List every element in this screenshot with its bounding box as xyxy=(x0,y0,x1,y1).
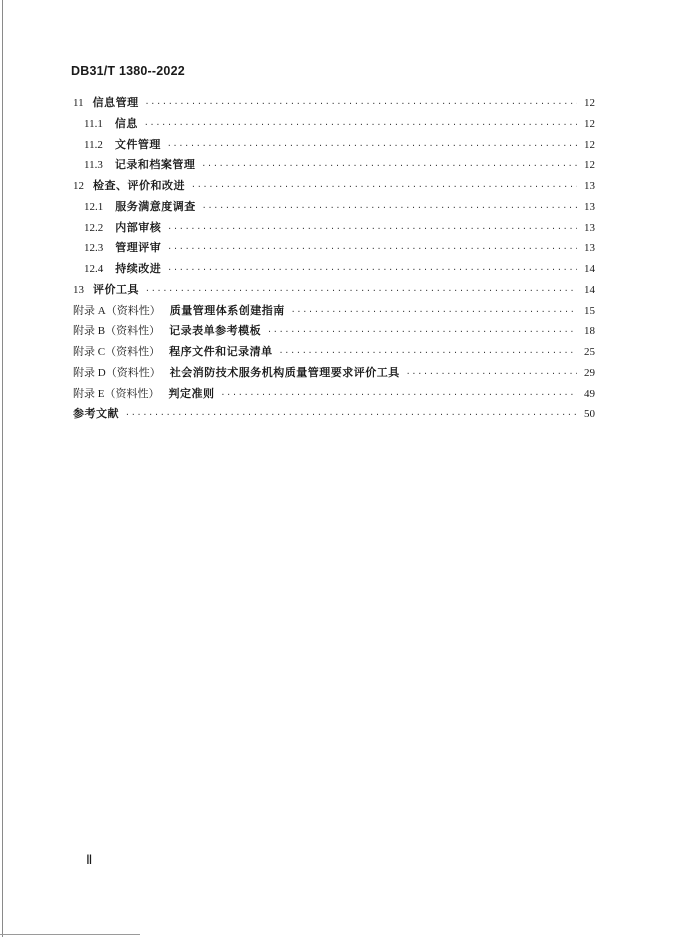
table-of-contents xyxy=(73,93,595,425)
toc-entry-page: 29 xyxy=(584,366,595,379)
toc-entry-title: 判定准则 xyxy=(168,386,215,400)
toc-dot-leader xyxy=(125,405,577,426)
toc-dot-leader xyxy=(144,115,577,136)
toc-entry[interactable] xyxy=(73,238,595,259)
toc-dot-leader xyxy=(167,260,577,281)
toc-entry-page: 50 xyxy=(584,408,595,421)
toc-entry[interactable] xyxy=(73,280,595,301)
scan-left-edge xyxy=(2,0,3,937)
toc-entry-title: 服务满意度调查 xyxy=(115,199,196,213)
toc-entry-number: 11.3 xyxy=(84,159,103,172)
toc-entry[interactable] xyxy=(73,155,595,176)
toc-entry-page: 13 xyxy=(584,221,595,234)
toc-entry[interactable] xyxy=(73,197,595,218)
toc-entry-page: 13 xyxy=(584,180,595,192)
toc-entry-number: 附录 C（资料性） xyxy=(73,346,161,358)
toc-entry-title: 管理评审 xyxy=(115,241,162,255)
toc-entry-page: 12 xyxy=(584,97,595,109)
toc-dot-leader xyxy=(191,177,577,198)
toc-entry-page: 12 xyxy=(584,138,595,151)
toc-entry-page: 13 xyxy=(584,200,595,213)
toc-entry[interactable] xyxy=(73,93,595,114)
toc-entry-number: 12.3 xyxy=(84,242,104,255)
toc-entry-number: 12.4 xyxy=(84,263,104,275)
toc-dot-leader xyxy=(145,94,577,115)
toc-entry-page: 12 xyxy=(584,117,595,130)
toc-entry-title: 社会消防技术服务机构质量管理要求评价工具 xyxy=(169,365,400,379)
toc-entry-page: 12 xyxy=(584,159,595,172)
toc-entry-page: 14 xyxy=(584,263,595,275)
toc-entry-title: 信息 xyxy=(114,116,138,130)
toc-dot-leader xyxy=(201,156,577,177)
toc-entry-title: 内部审核 xyxy=(115,220,162,234)
document-code: DB31/T 1380--2022 xyxy=(71,64,185,78)
toc-entry[interactable] xyxy=(73,404,595,425)
toc-entry-page: 25 xyxy=(584,346,595,358)
toc-entry-title: 持续改进 xyxy=(115,262,162,275)
toc-entry-number: 附录 E（资料性） xyxy=(73,387,160,400)
toc-entry-number: 附录 D（资料性） xyxy=(73,366,161,379)
toc-entry-title: 记录和档案管理 xyxy=(114,158,196,172)
toc-entry[interactable] xyxy=(73,321,595,342)
toc-entry-title: 记录表单参考模板 xyxy=(169,324,262,338)
toc-entry-page: 14 xyxy=(584,283,595,296)
toc-entry-number: 11.2 xyxy=(84,138,103,151)
toc-dot-leader xyxy=(279,343,577,364)
toc-entry-page: 13 xyxy=(584,242,595,255)
toc-entry-number: 12.1 xyxy=(84,200,104,213)
toc-dot-leader xyxy=(167,239,577,260)
toc-entry[interactable] xyxy=(73,135,595,156)
toc-dot-leader xyxy=(202,198,577,219)
toc-entry-title: 程序文件和记录清单 xyxy=(169,345,273,358)
toc-dot-leader xyxy=(406,364,577,385)
toc-entry[interactable] xyxy=(73,363,595,384)
toc-dot-leader xyxy=(291,302,577,323)
toc-entry-title: 文件管理 xyxy=(114,137,161,151)
toc-entry-page: 49 xyxy=(584,387,595,400)
toc-entry-number: 11.1 xyxy=(84,117,103,130)
toc-entry-title: 评价工具 xyxy=(93,282,139,296)
toc-entry[interactable] xyxy=(73,218,595,239)
toc-entry-title: 质量管理体系创建指南 xyxy=(169,303,285,317)
toc-entry-title: 检查、评价和改进 xyxy=(93,179,185,192)
toc-entry[interactable] xyxy=(73,301,595,322)
toc-entry[interactable] xyxy=(73,259,595,280)
page-number: Ⅱ xyxy=(86,852,93,867)
toc-entry[interactable] xyxy=(73,384,595,405)
toc-dot-leader xyxy=(267,322,577,343)
scan-bottom-edge xyxy=(0,934,140,935)
toc-dot-leader xyxy=(167,219,577,240)
toc-entry[interactable] xyxy=(73,176,595,197)
toc-entry[interactable] xyxy=(73,114,595,135)
toc-entry-number: 12.2 xyxy=(84,221,104,234)
toc-entry-number: 附录 B（资料性） xyxy=(73,325,161,338)
toc-entry-number: 11 xyxy=(73,97,84,109)
toc-entry-page: 15 xyxy=(584,304,595,317)
toc-dot-leader xyxy=(145,281,577,302)
toc-entry[interactable] xyxy=(73,342,595,363)
toc-entry-title: 参考文献 xyxy=(73,407,119,421)
toc-dot-leader xyxy=(167,136,577,157)
toc-entry-page: 18 xyxy=(584,325,595,338)
toc-dot-leader xyxy=(220,385,577,406)
toc-entry-number: 13 xyxy=(73,283,84,296)
toc-entry-number: 12 xyxy=(73,180,84,192)
toc-entry-number: 附录 A（资料性） xyxy=(73,304,161,317)
toc-entry-title: 信息管理 xyxy=(92,96,139,109)
